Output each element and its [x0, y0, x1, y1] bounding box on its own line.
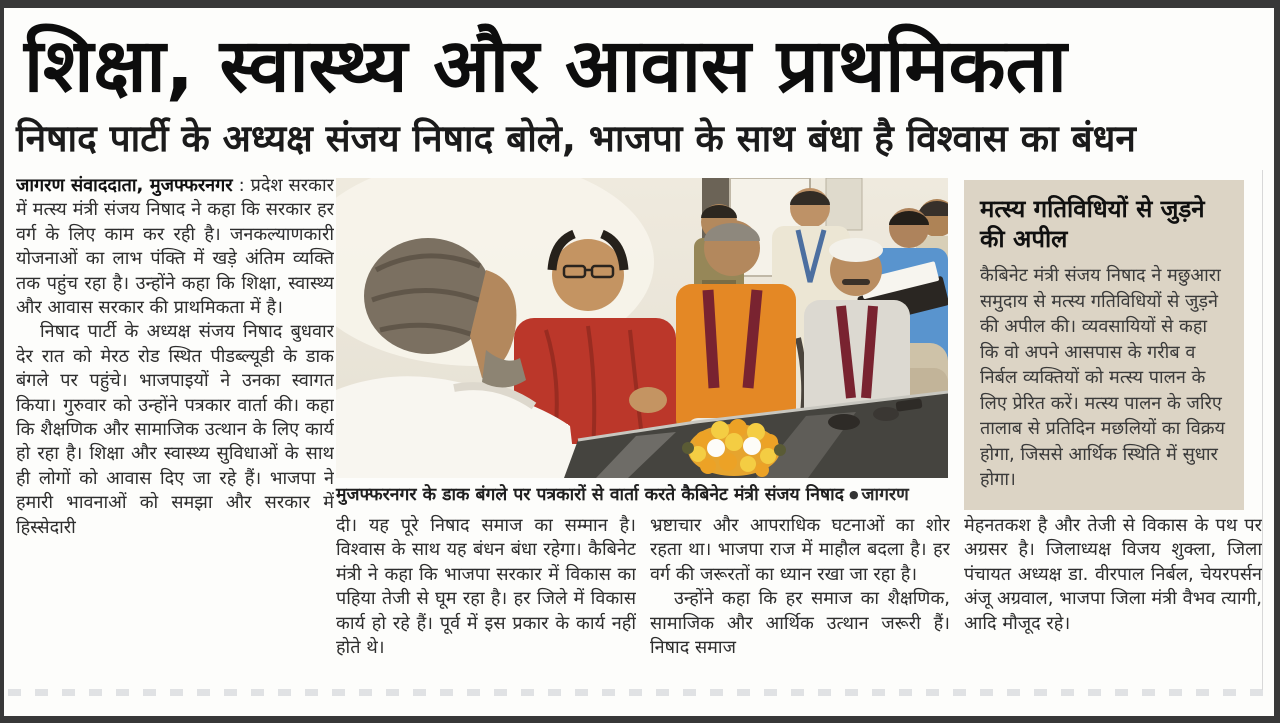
- maroon-scarf: [708, 290, 714, 388]
- paragraph: भ्रष्टाचार और आपराधिक घटनाओं का शोर रहता था। भाजपा राज में माहौल बदला है। हर वर्ग की जरूरतों का ध्यान रखा जा रहा है।: [650, 515, 950, 585]
- dateline: जागरण संवाददाता, मुजफ्फरनगर: [16, 175, 233, 196]
- frame-border-right: [1274, 0, 1280, 723]
- paragraph: निषाद पार्टी के अध्यक्ष संजय निषाद बुधवार देर रात को मेरठ रोड स्थित पीडब्ल्यूडी के डाक बंगले पर पहुंचे। भाजपाइयों ने उनका स्वागत किया। गुरुवार को उन्होंने पत्रकार वार्ता की। कहा कि शैक्षणिक और सामाजिक उत्थान के लिए कार्य हो रहा है। शिक्षा और स्वास्थ्य सुविधाओं के साथ ही लोगों को आवास दिए जा रहे हैं। भाजपा ने हमारी भावनाओं को समझा और सरकार में हिस्सेदारी: [16, 321, 334, 538]
- frame-border-top: [0, 0, 1280, 8]
- frame-border-bottom: [0, 716, 1280, 723]
- photo-credit: जागरण: [861, 485, 909, 505]
- paragraph: दी। यह पूरे निषाद समाज का सम्मान है। विश्वास के साथ यह बंधन बंधा रहेगा। कैबिनेट मंत्री ने कहा कि भाजपा सरकार में विकास का पहिया तेजी से घूम रहा है। हर जिले में विकास कार्य हो रहे हैं। पूर्व में इस प्रकार के कार्य नहीं होते थे।: [336, 515, 636, 659]
- sidebar-body: कैबिनेट मंत्री संजय निषाद ने मछुआरा समुदाय से मत्स्य गतिविधियों से जुड़ने की अपील की। व्यवसायियों से कहा कि वो अपने आसपास के गरीब व निर्बल व्यक्तियों को मत्स्य पालन के लिए प्रेरित करें। मत्स्य पालन के जरिए तालाब से प्रतिदिन मछलियों का विक्रय होगा, जिससे आर्थिक स्थिति में सुधार होगा।: [980, 265, 1225, 490]
- body-column-3: [650, 514, 950, 692]
- body-column-2: [336, 514, 636, 692]
- white-cap: [829, 238, 883, 262]
- paragraph: मेहनतकश है और तेजी से विकास के पथ पर अग्रसर है। जिलाध्यक्ष विजय शुक्ला, जिला पंचायत अध्यक्ष डा. वीरपाल निर्बल, चेयरपर्सन अंजू अग्रवाल, भाजपा जिला मंत्री वैभव त्यागी, आदि मौजूद रहे।: [964, 515, 1262, 634]
- mustache: [842, 279, 870, 285]
- sidebar-box-fishery-appeal: [964, 180, 1244, 510]
- gesturing-hand: [629, 387, 667, 413]
- subheadline: निषाद पार्टी के अध्यक्ष संजय निषाद बोले, भाजपा के साथ बंधा है विश्वास का बंधन: [16, 117, 1136, 160]
- photo-caption: [336, 482, 948, 508]
- headline: शिक्षा, स्वास्थ्य और आवास प्राथमिकता: [24, 23, 1067, 109]
- body-column-4: [964, 514, 1262, 692]
- frame-border-left: [0, 0, 4, 723]
- sidebar-heading: मत्स्य गतिविधियों से जुड़ने की अपील: [980, 195, 1205, 253]
- scan-edge-line: [1262, 170, 1263, 690]
- press-conference-illustration: [336, 178, 948, 478]
- window-frame: [826, 178, 862, 230]
- photo-caption-text: मुजफ्फरनगर के डाक बंगले पर पत्रकारों से वार्ता करते कैबिनेट मंत्री संजय निषाद: [336, 485, 844, 505]
- credit-bullet-icon: ●: [848, 488, 859, 501]
- paragraph: उन्होंने कहा कि हर समाज का शैक्षणिक, सामाजिक और आर्थिक उत्थान जरूरी हैं। निषाद समाज: [650, 588, 950, 659]
- lead-paragraph-text: : प्रदेश सरकार में मत्स्य मंत्री संजय निषाद ने कहा कि सरकार हर वर्ग के लिए काम कर रही है। जनकल्याणकारी योजनाओं का लाभ पंक्ति में खड़े अंतिम व्यक्ति तक पहुंच रहा है। उन्होंने कहा कि शिक्षा, स्वास्थ्य और आवास सरकार की प्राथमिकता में है।: [16, 175, 334, 319]
- article-photo: [336, 178, 948, 478]
- body-column-1: [16, 174, 334, 692]
- lead-paragraph: [16, 174, 334, 320]
